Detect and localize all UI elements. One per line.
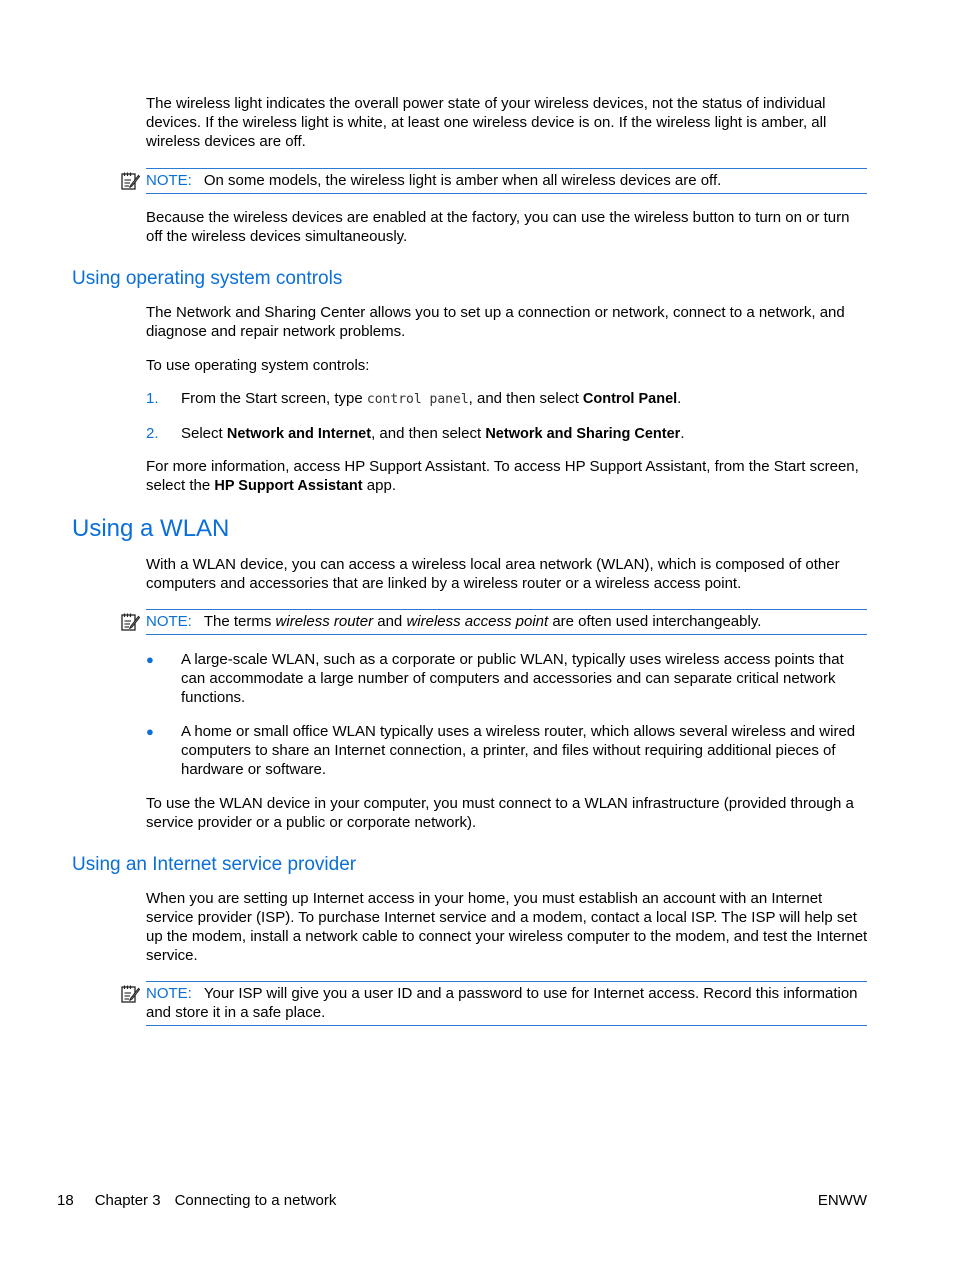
section-heading-wlan: Using a WLAN [72,515,230,542]
note-label: NOTE: [146,985,192,1002]
ui-term-control-panel: Control Panel [582,391,678,407]
step-text-segment: , and then select [371,425,486,442]
section-heading-os-controls: Using operating system controls [72,268,343,289]
step-text-segment: From the Start screen, type [181,390,367,407]
ui-term-hp-support-assistant: HP Support Assistant [214,478,363,494]
bullet-icon: ● [146,652,154,667]
note-text: Your ISP will give you a user ID and a password to use for Internet access. Record this information and store it in a safe place. [146,985,858,1021]
step-text-segment: . [677,390,682,407]
step-number: 2. [146,425,159,442]
ui-term-network-and-internet: Network and Internet [226,426,372,442]
bullet-item-large-scale-wlan [146,650,868,707]
ui-term-network-sharing-center: Network and Sharing Center [485,426,681,442]
bullet-item-home-wlan [146,722,868,779]
term-wireless-router: wireless router [275,613,374,630]
note-label: NOTE: [146,172,192,189]
paragraph-to-use-os-controls: To use operating system controls: [146,357,370,374]
paragraph-hp-support-assistant [146,457,868,496]
code-control-panel: control panel [366,392,469,407]
paragraph-wlan-intro: With a WLAN device, you can access a wireless local area network (WLAN), which is composed of other computers and accessories that are linked by a wireless router or a wireless access point. [146,556,840,592]
chapter-label: Chapter 3 [94,1192,161,1209]
bullet-icon: ● [146,724,154,739]
note-text: and [373,613,407,630]
paragraph-factory-enabled: Because the wireless devices are enabled at the factory, you can use the wireless button to turn on or turn off the wireless devices simultaneously. [146,209,850,245]
step-item-2 [146,424,868,444]
note-box-isp [146,981,867,1026]
step-text-segment: , and then select [468,390,583,407]
paragraph-segment: For more information, access HP Support Assistant. To access HP Support Assistant, from the Start screen, select the [146,458,859,494]
paragraph-segment: app. [362,477,396,494]
note-pad-icon [120,612,140,632]
step-item-1 [146,389,868,409]
paragraph-wireless-light: The wireless light indicates the overall power state of your wireless devices, not the status of individual devices. If the wireless light is white, at least one wireless device is on. If the wireless light is amber, all wireless devices are off. [146,95,827,150]
note-text: On some models, the wireless light is amber when all wireless devices are off. [203,172,722,189]
paragraph-isp: When you are setting up Internet access in your home, you must establish an account with an Internet service provider (ISP). To purchase Internet service and a modem, contact a local ISP. The ISP will help set up the modem, install a network cable to connect your wireless computer to the modem, and test the Internet service. [146,890,868,964]
section-heading-isp: Using an Internet service provider [72,854,357,875]
note-box-wireless-light [146,168,867,194]
bullet-text: A large-scale WLAN, such as a corporate or public WLAN, typically uses wireless access points that can accommodate a large number of computers and accessories and can separate critical network functions. [181,651,844,706]
paragraph-wlan-infrastructure: To use the WLAN device in your computer, you must connect to a WLAN infrastructure (provided through a service provider or a public or corporate network). [146,795,854,831]
note-box-wlan-terms [146,609,867,635]
chapter-title: Connecting to a network [174,1192,337,1209]
note-label: NOTE: [146,613,192,630]
step-text-segment: . [680,425,685,442]
bullet-text: A home or small office WLAN typically uses a wireless router, which allows several wireless and wired computers to share an Internet connection, a printer, and files without requiring additional pieces of hardware or software. [181,723,856,778]
page-number: 18 [57,1192,74,1209]
term-wireless-access-point: wireless access point [406,613,549,630]
step-number: 1. [146,390,159,407]
footer-locale: ENWW [817,1192,867,1209]
step-text-segment: Select [181,425,227,442]
note-text: are often used interchangeably. [548,613,762,630]
step-text [181,424,868,444]
note-pad-icon [120,171,140,191]
paragraph-network-sharing-center: The Network and Sharing Center allows you to set up a connection or network, connect to a network, and diagnose and repair network problems. [146,304,845,340]
footer-left [57,1191,336,1210]
note-text: The terms [203,613,276,630]
step-text [181,389,868,409]
note-pad-icon [120,984,140,1004]
